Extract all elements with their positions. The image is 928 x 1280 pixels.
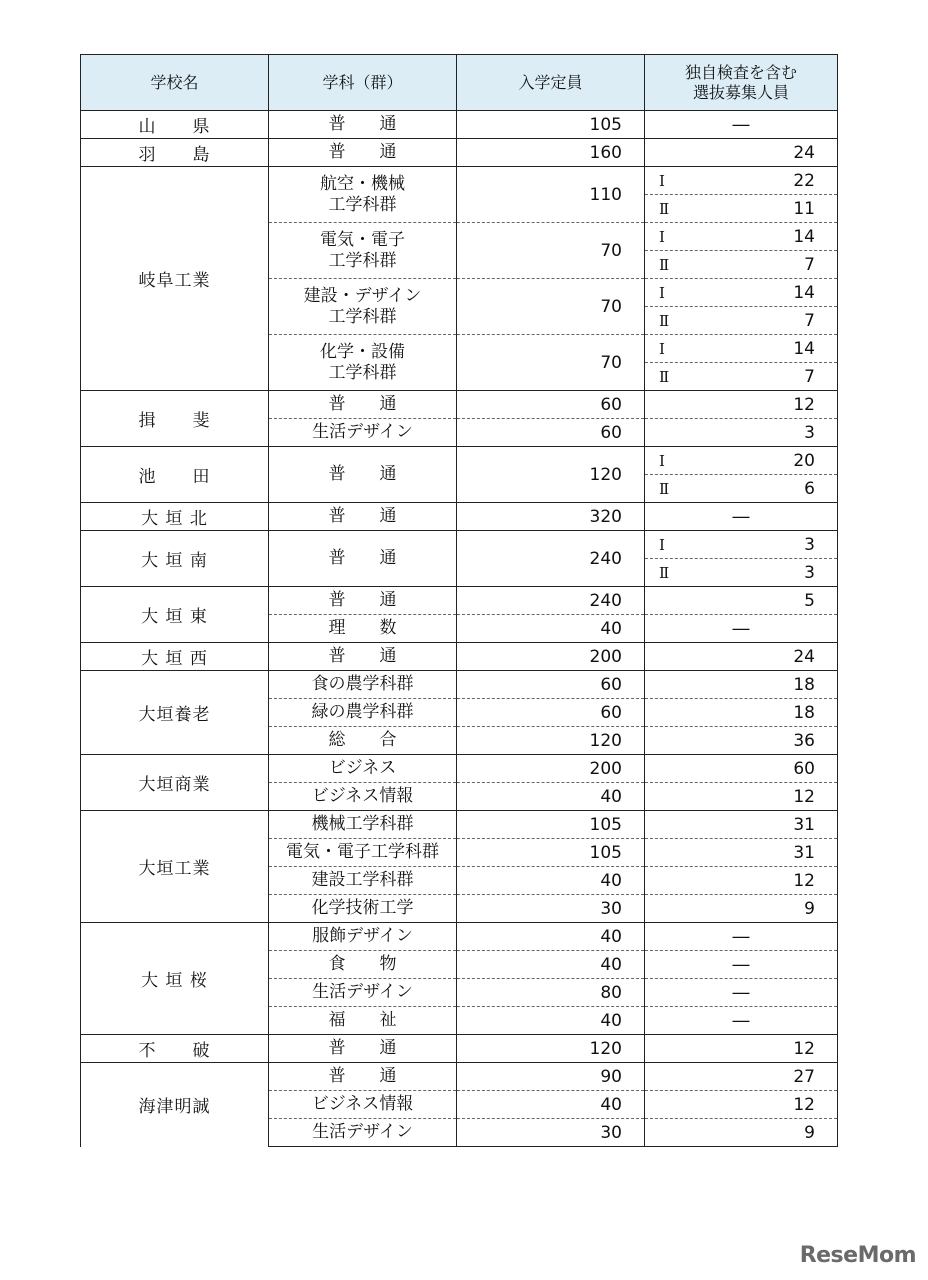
capacity-cell: 105: [457, 839, 645, 867]
selection-cell: [645, 951, 838, 979]
no-selection-dash: ―: [732, 926, 750, 947]
table-body: [81, 111, 838, 1147]
selection-cell: [645, 279, 838, 307]
table-row: [81, 1035, 838, 1063]
department-cell: 普 通: [269, 111, 457, 139]
capacity-cell: 40: [457, 783, 645, 811]
selection-cell: [645, 251, 838, 279]
table-row: [81, 671, 838, 699]
selection-count: 14: [793, 282, 815, 303]
selection-count: 14: [793, 338, 815, 359]
school-name-cell: 大 垣 東: [81, 587, 269, 643]
selection-cell: [645, 727, 838, 755]
capacity-cell: 40: [457, 951, 645, 979]
capacity-cell: 60: [457, 391, 645, 419]
department-cell: 普 通: [269, 447, 457, 503]
capacity-cell: 30: [457, 895, 645, 923]
selection-count: 12: [793, 870, 815, 891]
selection-count: 3: [804, 422, 815, 443]
department-cell: ビジネス情報: [269, 1091, 457, 1119]
admission-table-sheet: [80, 54, 837, 1147]
stage-label: Ⅰ: [659, 283, 665, 302]
school-name-cell: 大 垣 南: [81, 531, 269, 587]
department-cell: 普 通: [269, 1063, 457, 1091]
table-row: [81, 167, 838, 195]
selection-count: 20: [793, 450, 815, 471]
selection-count: 7: [804, 366, 815, 387]
selection-cell: [645, 1035, 838, 1063]
school-name-cell: 岐阜工業: [81, 167, 269, 391]
selection-cell: [645, 223, 838, 251]
selection-cell: [645, 335, 838, 363]
capacity-cell: 40: [457, 923, 645, 951]
department-cell: 普 通: [269, 1035, 457, 1063]
selection-cell: [645, 1091, 838, 1119]
selection-count: 11: [793, 198, 815, 219]
stage-label: Ⅰ: [659, 227, 665, 246]
resemom-watermark-logo: ReseMom: [799, 1243, 916, 1268]
school-name-cell: 大 垣 北: [81, 503, 269, 531]
school-name-cell: 山 県: [81, 111, 269, 139]
department-cell: 普 通: [269, 587, 457, 615]
selection-count: 3: [804, 534, 815, 555]
selection-cell: [645, 1007, 838, 1035]
capacity-cell: 40: [457, 1091, 645, 1119]
selection-count: 12: [793, 394, 815, 415]
department-cell: 化学技術工学: [269, 895, 457, 923]
stage-label: Ⅰ: [659, 535, 665, 554]
selection-count: 24: [793, 646, 815, 667]
stage-label: Ⅱ: [659, 255, 670, 274]
stage-label: Ⅱ: [659, 479, 670, 498]
capacity-cell: 60: [457, 699, 645, 727]
header-department: 学科（群）: [269, 55, 457, 111]
table-row: [81, 587, 838, 615]
department-cell: 建設工学科群: [269, 867, 457, 895]
selection-count: 18: [793, 702, 815, 723]
selection-cell: [645, 783, 838, 811]
school-name-cell: 不 破: [81, 1035, 269, 1063]
capacity-cell: 110: [457, 167, 645, 223]
school-name-cell: 大垣工業: [81, 811, 269, 923]
selection-cell: [645, 447, 838, 475]
stage-label: Ⅱ: [659, 367, 670, 386]
department-cell: 生活デザイン: [269, 1119, 457, 1147]
department-cell: 化学・設備 工学科群: [269, 335, 457, 391]
stage-label: Ⅱ: [659, 311, 670, 330]
department-cell: 服飾デザイン: [269, 923, 457, 951]
selection-cell: [645, 979, 838, 1007]
selection-cell: [645, 195, 838, 223]
header-capacity: 入学定員: [457, 55, 645, 111]
selection-cell: [645, 671, 838, 699]
selection-count: 60: [793, 758, 815, 779]
school-name-cell: 揖 斐: [81, 391, 269, 447]
department-cell: 電気・電子工学科群: [269, 839, 457, 867]
capacity-cell: 90: [457, 1063, 645, 1091]
selection-cell: [645, 139, 838, 167]
table-row: [81, 811, 838, 839]
department-cell: 食の農学科群: [269, 671, 457, 699]
selection-count: 14: [793, 226, 815, 247]
table-row: [81, 111, 838, 139]
no-selection-dash: ―: [732, 114, 750, 135]
stage-label: Ⅰ: [659, 171, 665, 190]
capacity-cell: 60: [457, 671, 645, 699]
selection-count: 5: [804, 590, 815, 611]
selection-cell: [645, 1063, 838, 1091]
admission-quota-table: [80, 54, 838, 1147]
capacity-cell: 200: [457, 643, 645, 671]
selection-cell: [645, 531, 838, 559]
table-row: [81, 923, 838, 951]
capacity-cell: 240: [457, 587, 645, 615]
selection-count: 36: [793, 730, 815, 751]
stage-label: Ⅰ: [659, 451, 665, 470]
selection-count: 12: [793, 1038, 815, 1059]
capacity-cell: 105: [457, 811, 645, 839]
department-cell: 生活デザイン: [269, 979, 457, 1007]
selection-cell: [645, 755, 838, 783]
department-cell: 食 物: [269, 951, 457, 979]
capacity-cell: 70: [457, 335, 645, 391]
selection-count: 9: [804, 898, 815, 919]
department-cell: 普 通: [269, 391, 457, 419]
selection-cell: [645, 391, 838, 419]
selection-count: 9: [804, 1122, 815, 1143]
no-selection-dash: ―: [732, 1010, 750, 1031]
table-row: [81, 503, 838, 531]
selection-cell: [645, 1119, 838, 1147]
selection-cell: [645, 839, 838, 867]
department-cell: 普 通: [269, 503, 457, 531]
no-selection-dash: ―: [732, 982, 750, 1003]
department-cell: 普 通: [269, 531, 457, 587]
department-cell: 建設・デザイン 工学科群: [269, 279, 457, 335]
stage-label: Ⅰ: [659, 339, 665, 358]
table-row: [81, 755, 838, 783]
school-name-cell: 羽 島: [81, 139, 269, 167]
selection-cell: [645, 587, 838, 615]
department-cell: 普 通: [269, 643, 457, 671]
no-selection-dash: ―: [732, 506, 750, 527]
selection-count: 31: [793, 814, 815, 835]
school-name-cell: 池 田: [81, 447, 269, 503]
department-cell: 生活デザイン: [269, 419, 457, 447]
selection-cell: [645, 475, 838, 503]
selection-cell: [645, 307, 838, 335]
department-cell: 航空・機械 工学科群: [269, 167, 457, 223]
capacity-cell: 160: [457, 139, 645, 167]
school-name-cell: 大 垣 西: [81, 643, 269, 671]
selection-cell: [645, 503, 838, 531]
selection-cell: [645, 111, 838, 139]
table-row: [81, 1063, 838, 1091]
selection-count: 6: [804, 478, 815, 499]
selection-cell: [645, 895, 838, 923]
selection-cell: [645, 615, 838, 643]
department-cell: 福 祉: [269, 1007, 457, 1035]
selection-count: 18: [793, 674, 815, 695]
department-cell: 理 数: [269, 615, 457, 643]
selection-cell: [645, 363, 838, 391]
table-row: [81, 139, 838, 167]
capacity-cell: 120: [457, 727, 645, 755]
no-selection-dash: ―: [732, 954, 750, 975]
capacity-cell: 40: [457, 615, 645, 643]
selection-count: 27: [793, 1066, 815, 1087]
school-name-cell: 大垣養老: [81, 671, 269, 755]
selection-count: 31: [793, 842, 815, 863]
table-row: [81, 447, 838, 475]
selection-cell: [645, 699, 838, 727]
selection-cell: [645, 867, 838, 895]
school-name-cell: 大垣商業: [81, 755, 269, 811]
stage-label: Ⅱ: [659, 199, 670, 218]
capacity-cell: 40: [457, 1007, 645, 1035]
table-row: [81, 531, 838, 559]
capacity-cell: 40: [457, 867, 645, 895]
capacity-cell: 80: [457, 979, 645, 1007]
selection-count: 3: [804, 562, 815, 583]
selection-count: 7: [804, 254, 815, 275]
capacity-cell: 120: [457, 1035, 645, 1063]
capacity-cell: 320: [457, 503, 645, 531]
selection-cell: [645, 167, 838, 195]
department-cell: ビジネス: [269, 755, 457, 783]
no-selection-dash: ―: [732, 618, 750, 639]
department-cell: 電気・電子 工学科群: [269, 223, 457, 279]
department-cell: ビジネス情報: [269, 783, 457, 811]
capacity-cell: 60: [457, 419, 645, 447]
school-name-cell: 海津明誠: [81, 1063, 269, 1147]
selection-count: 24: [793, 142, 815, 163]
selection-cell: [645, 923, 838, 951]
capacity-cell: 30: [457, 1119, 645, 1147]
capacity-cell: 70: [457, 279, 645, 335]
department-cell: 緑の農学科群: [269, 699, 457, 727]
capacity-cell: 105: [457, 111, 645, 139]
selection-count: 12: [793, 1094, 815, 1115]
table-row: [81, 391, 838, 419]
header-school: 学校名: [81, 55, 269, 111]
stage-label: Ⅱ: [659, 563, 670, 582]
header-row: [81, 55, 838, 111]
department-cell: 機械工学科群: [269, 811, 457, 839]
selection-cell: [645, 559, 838, 587]
capacity-cell: 240: [457, 531, 645, 587]
department-cell: 普 通: [269, 139, 457, 167]
selection-count: 22: [793, 170, 815, 191]
department-cell: 総 合: [269, 727, 457, 755]
selection-count: 12: [793, 786, 815, 807]
school-name-cell: 大 垣 桜: [81, 923, 269, 1035]
capacity-cell: 70: [457, 223, 645, 279]
header-selection: 独自検査を含む 選抜募集人員: [645, 55, 838, 111]
selection-count: 7: [804, 310, 815, 331]
table-row: [81, 643, 838, 671]
capacity-cell: 200: [457, 755, 645, 783]
selection-cell: [645, 643, 838, 671]
capacity-cell: 120: [457, 447, 645, 503]
selection-cell: [645, 811, 838, 839]
selection-cell: [645, 419, 838, 447]
